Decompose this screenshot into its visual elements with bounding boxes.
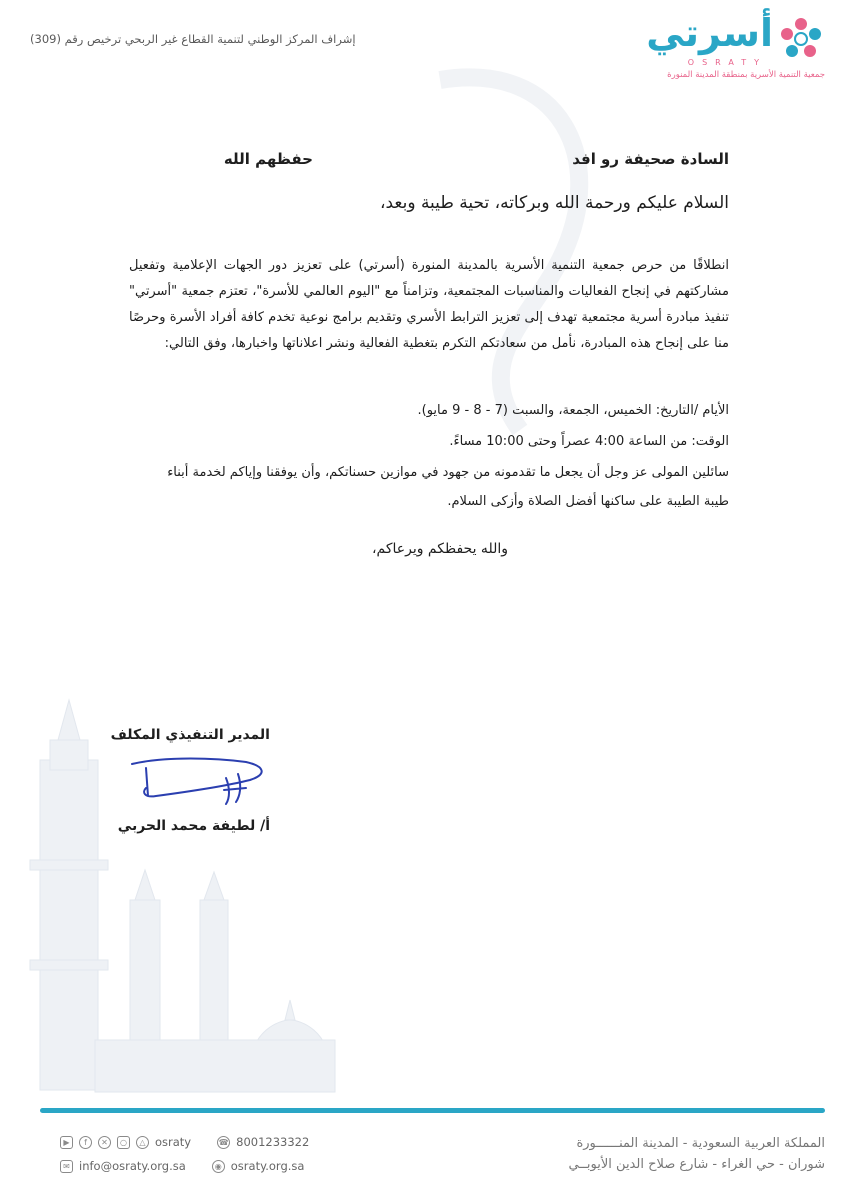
handwritten-signature <box>126 752 272 808</box>
youtube-icon[interactable]: ▶ <box>60 1136 73 1149</box>
prayer-line-2: طيبة الطيبة على ساكنها أفضل الصلاة وأزكى السلام. <box>447 494 729 509</box>
phone-number[interactable]: 8001233322 <box>236 1135 310 1149</box>
supervision-note: إشراف المركز الوطني لتنمية القطاع غير الربحي ترخيص رقم (309) <box>30 32 356 46</box>
snapchat-icon[interactable]: △ <box>136 1136 149 1149</box>
footer-contacts <box>60 1130 309 1178</box>
signatory-title: المدير التنفيذي المكلف <box>110 727 270 743</box>
social-handle[interactable]: osraty <box>155 1135 192 1149</box>
honorific: حفظهم الله <box>223 150 313 168</box>
globe-icon: ◉ <box>212 1160 225 1173</box>
footer-divider <box>40 1108 825 1113</box>
email-icon: ✉ <box>60 1160 73 1173</box>
logo-latin-text: OSRATY <box>687 58 767 67</box>
greeting: السلام عليكم ورحمة الله وبركاته، تحية طيبة وبعد، <box>379 193 729 213</box>
logo-wordmark: أسرتي <box>646 11 773 55</box>
event-time: الوقت: من الساعة 4:00 عصراً وحتى 10:00 مساءً. <box>449 434 729 449</box>
footer-row-social <box>60 1130 309 1154</box>
body-paragraph: انطلاقًا من حرص جمعية التنمية الأسرية بالمدينة المنورة (أسرتي) على تعزيز دور الجهات الإعلامية وتفعيل مشاركتهم في إنجاح الفعاليات والمناسبات المجتمعية، وتزامناً مع "اليوم العالمي للأسرة"، تعتزم جمعية "أسرتي" تنفيذ مبادرة أسرية مجتمعية تهدف إلى تعزيز الترابط الأسري وتقديم برامج نوعية تخدم كافة أفراد الأسرة وحرصًا منا على إنجاح هذه المبادرة، نأمل من سعادتكم التكرم بتغطية الفعالية ونشر اعلاناتها واخبارها، وفق التالي: <box>129 258 729 351</box>
instagram-icon[interactable]: ○ <box>117 1136 130 1149</box>
flower-logo-icon <box>777 14 825 62</box>
website-link[interactable]: osraty.org.sa <box>230 1159 305 1173</box>
x-icon[interactable]: ✕ <box>98 1136 111 1149</box>
footer-address <box>568 1133 825 1175</box>
signatory-name: أ/ لطيفة محمد الحربي <box>117 818 270 834</box>
logo-tagline: جمعية التنمية الأسرية بمنطقة المدينة المنورة <box>667 70 825 80</box>
addressee: السادة صحيفة رو افد <box>572 150 729 168</box>
prayer-line-1: سائلين المولى عز وجل أن يجعل ما تقدمونه من جهود في موازين حسناتكم، وأن يوفقنا وإياكم لخدمة أبناء <box>167 465 729 480</box>
facebook-icon[interactable]: f <box>79 1136 92 1149</box>
osraty-logo <box>640 11 825 84</box>
footer-row-web <box>60 1154 309 1178</box>
email-address[interactable]: info@osraty.org.sa <box>79 1159 186 1173</box>
closing-line: والله يحفظكم ويرعاكم، <box>371 541 508 557</box>
event-dates: الأيام /التاريخ: الخميس، الجمعة، والسبت (7 - 8 - 9 مايو). <box>417 403 729 418</box>
address-line-1: المملكة العربية السعودية - المدينة المنــــــورة <box>576 1136 825 1151</box>
phone-icon: ☎ <box>218 1137 229 1147</box>
address-line-2: شوران - حي الغراء - شارع صلاح الدين الأيوبــي <box>568 1157 825 1172</box>
